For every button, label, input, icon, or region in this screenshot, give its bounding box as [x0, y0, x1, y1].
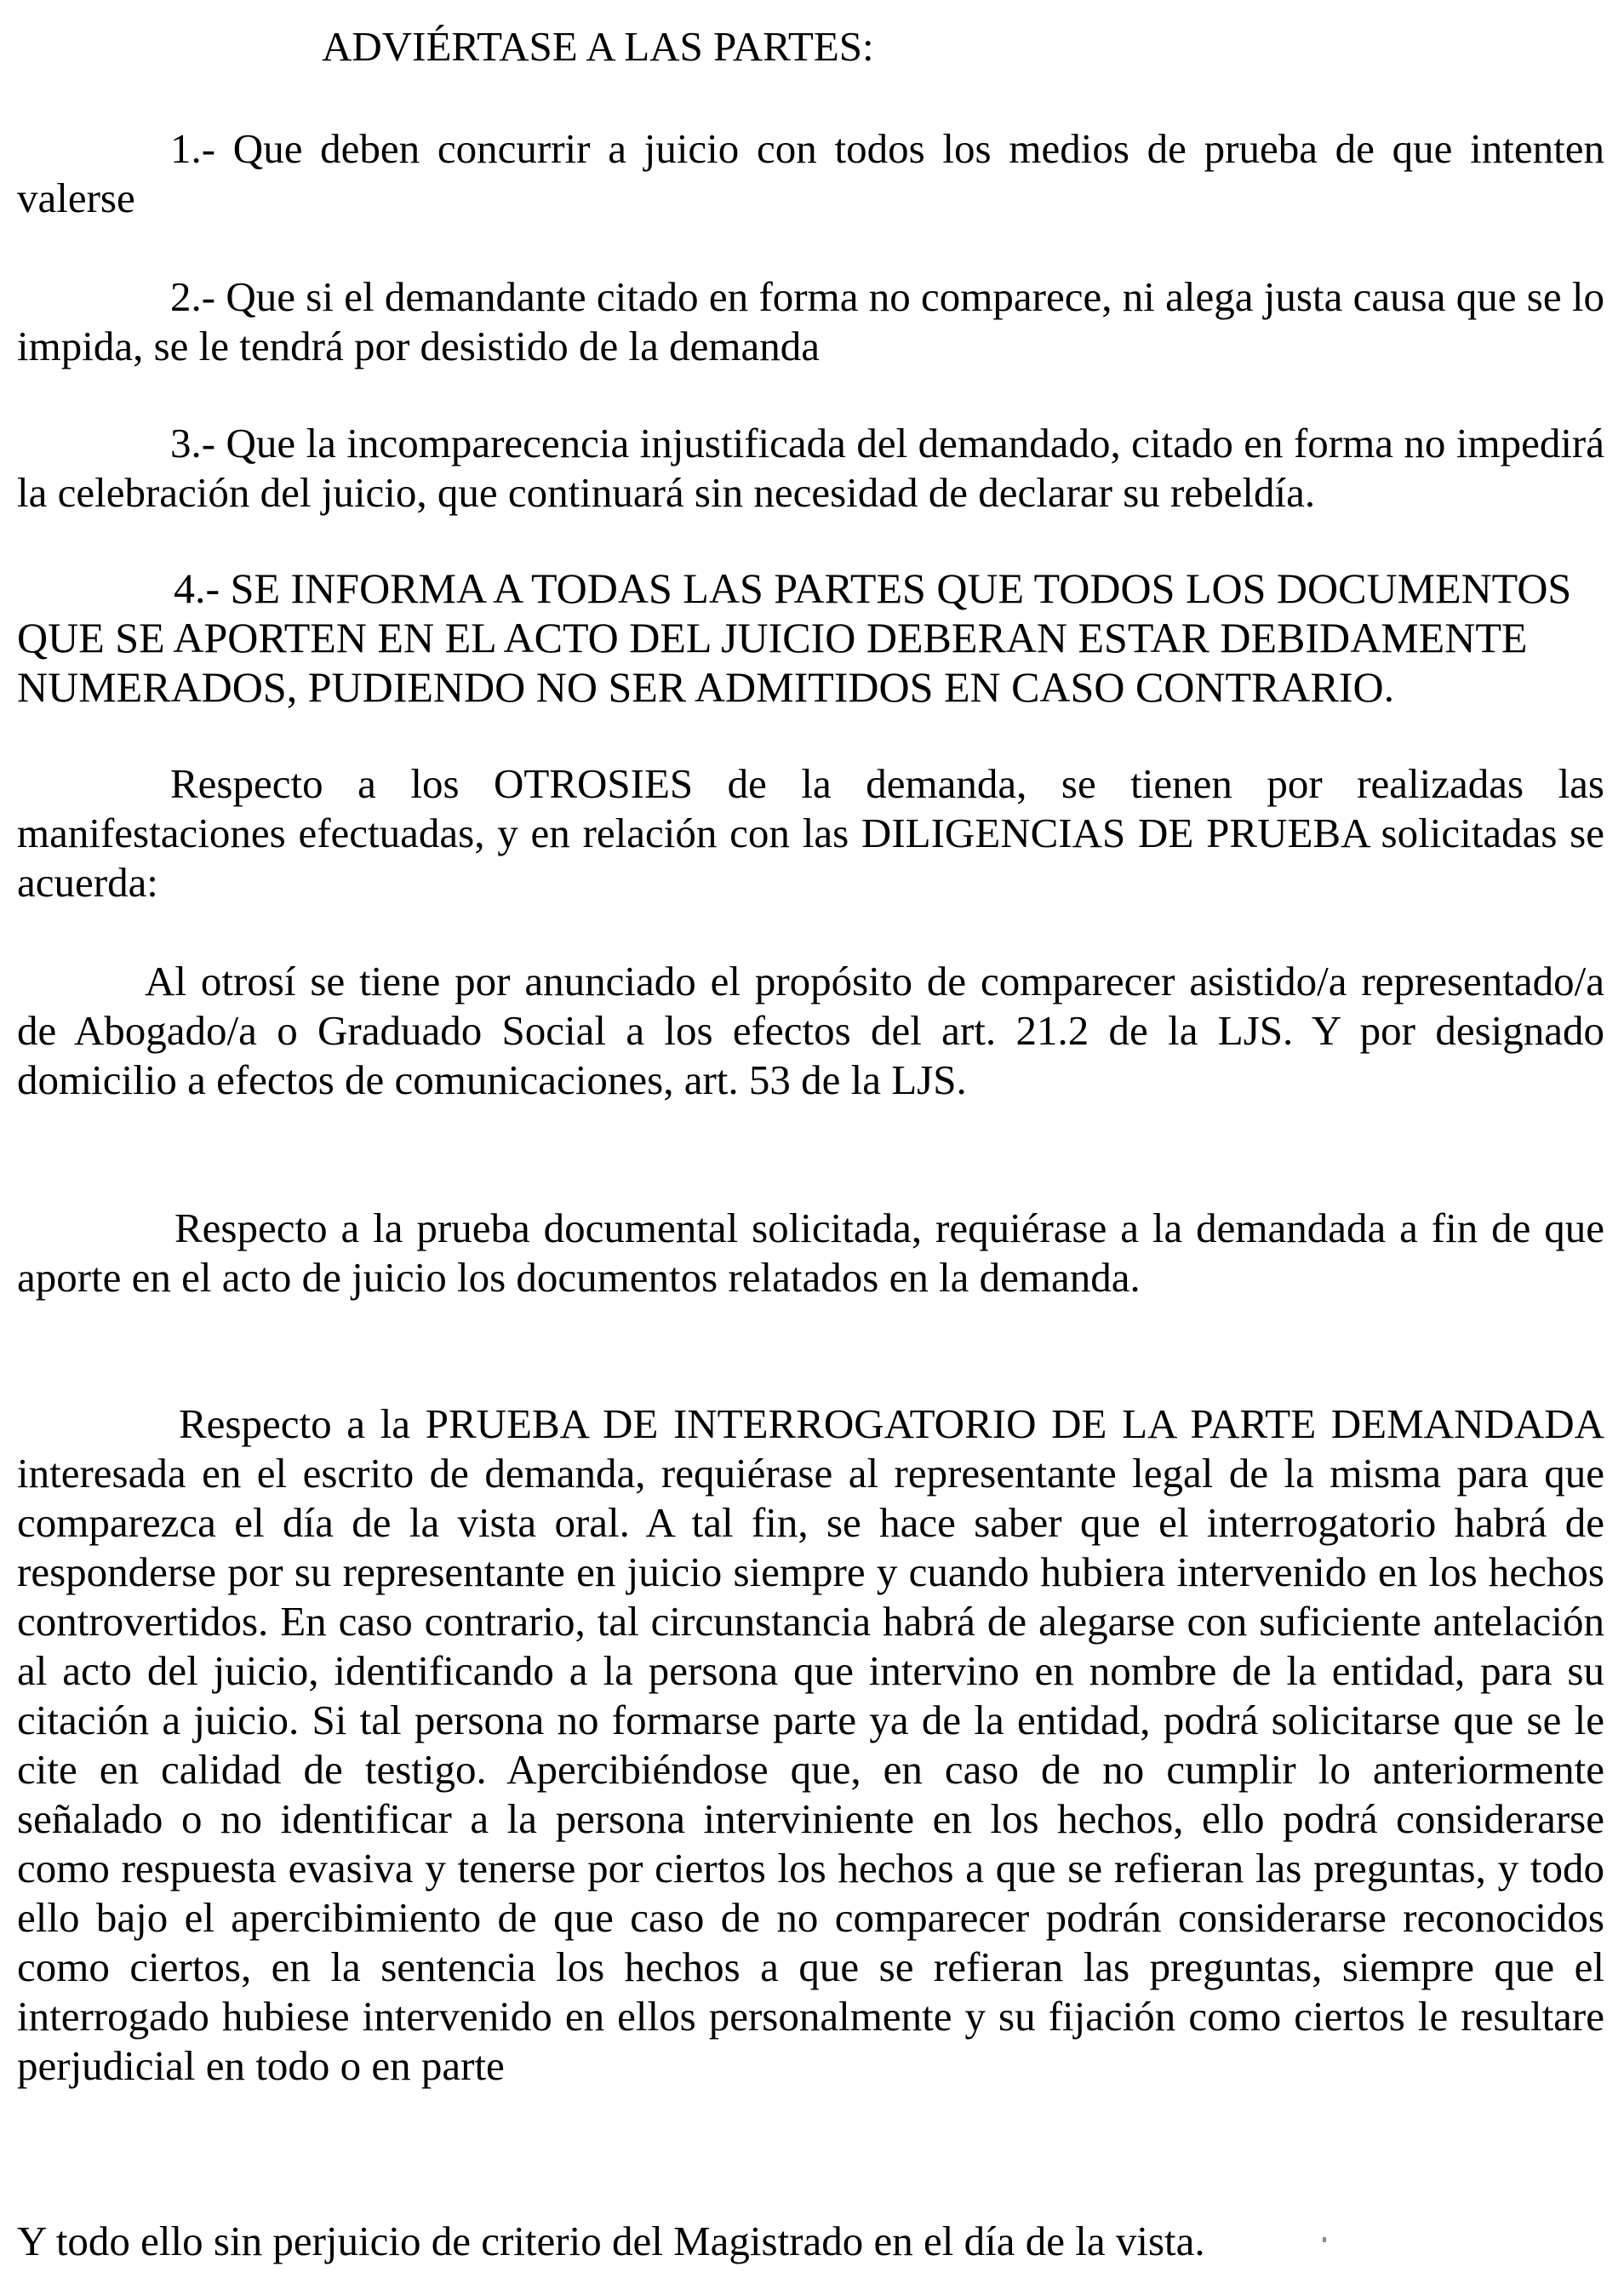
paragraph-otrosies: Respecto a los OTROSIES de la demanda, se tienen por realizadas las manifestaciones efectuadas, y en relación con las DILIGENCIAS DE PRUEBA solicitadas se acuerda: [17, 760, 1604, 906]
item-2: 2.- Que si el demandante citado en forma no comparece, ni alega justa causa que se lo impida, se le tendrá por desistido de la demanda [17, 273, 1604, 369]
item-1: 1.- Que deben concurrir a juicio con todos los medios de prueba de que intenten valerse [17, 125, 1604, 221]
paragraph-otrosi: Al otrosí se tiene por anunciado el propósito de comparecer asistido/a representado/a de Abogado/a o Graduado Social a los efectos del art. 21.2 de la LJS. Y por designado domicilio a efectos de comunicaciones, art. 53 de la LJS. [17, 958, 1604, 1103]
paragraph-documental: Respecto a la prueba documental solicitada, requiérase a la demandada a fin de que aporte en el acto de juicio los documentos relatados en la demanda. [17, 1205, 1604, 1301]
heading-advertencia: ADVIÉRTASE A LAS PARTES: [322, 23, 874, 70]
item-3: 3.- Que la incomparecencia injustificada del demandado, citado en forma no impedirá la celebración del juicio, que continuará sin necesidad de declarar su rebeldía. [17, 420, 1604, 516]
paragraph-interrogatorio: Respecto a la PRUEBA DE INTERROGATORIO DE LA PARTE DEMANDADA interesada en el escrito de demanda, requiérase al representante legal de la misma para que comparezca el día de la vista oral. A tal fin, se hace saber que el interrogatorio habrá de responderse por su representante en juicio siempre y cuando hubiera intervenido en los hechos controvertidos. En caso contrario, tal circunstancia habrá de alegarse con suficiente antelación al acto del juicio, identificando a la persona que intervino en nombre de la entidad, para su citación a juicio. Si tal persona no formarse parte ya de la entidad, podrá solicitarse que se le cite en calidad de testigo. Apercibiéndose que, en caso de no cumplir lo anteriormente señalado o no identificar a la persona interviniente en los hechos, ello podrá considerarse como respuesta evasiva y tenerse por ciertos los hechos a que se refieran las preguntas, y todo ello bajo el apercibimiento de que caso de no comparecer podrán considerarse reconocidos como ciertos, en la sentencia los hechos a que se refieran las preguntas, siempre que el interrogado hubiese intervenido en ellos personalmente y su fijación como ciertos le resultare perjudicial en todo o en parte [17, 1400, 1604, 2089]
paragraph-closing: Y todo ello sin perjuicio de criterio del Magistrado en el día de la vista. [17, 2218, 1205, 2264]
scan-artifact-mark [1323, 2237, 1326, 2242]
item-4: 4.- SE INFORMA A TODAS LAS PARTES QUE TODOS LOS DOCUMENTOS QUE SE APORTEN EN EL ACTO DEL JUICIO DEBERAN ESTAR DEBIDAMENTE NUMERADOS, PUDIENDO NO SER ADMITIDOS EN CASO CONTRARIO. [17, 564, 1572, 711]
